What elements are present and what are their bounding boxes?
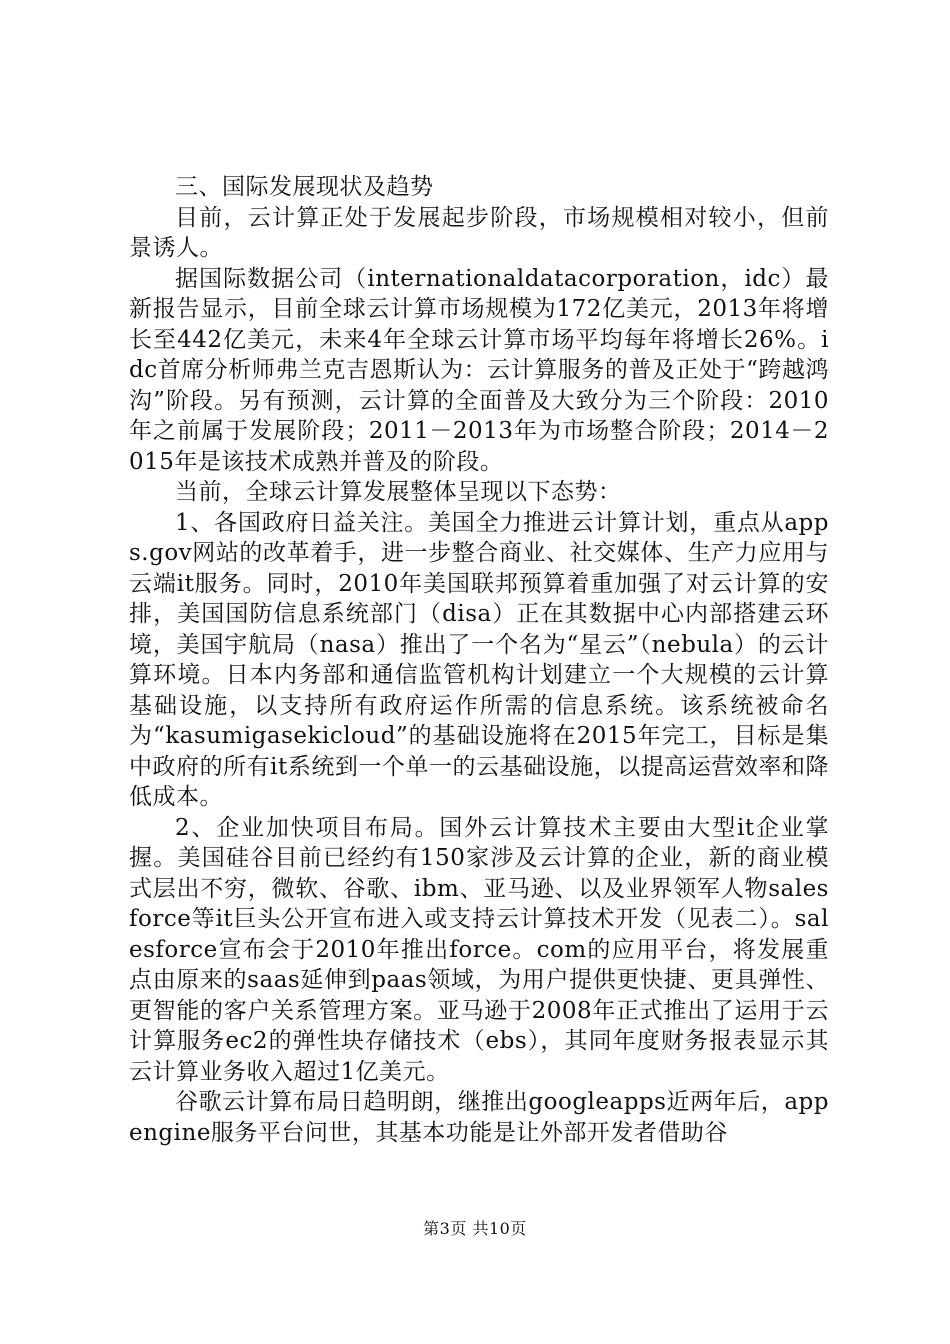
paragraph-google: 谷歌云计算布局日趋明朗，继推出googleapps近两年后，appengine服务平台问世，其基本功能是让外部开发者借助谷 bbox=[129, 1089, 829, 1146]
paragraph-government: 1、各国政府日益关注。美国全力推进云计算计划，重点从apps.gov网站的改革着手，进一步整合商业、社交媒体、生产力应用与云端it服务。同时，2010年美国联邦预算着重加强了对云计算的安排，美国国防信息系统部门（disa）正在其数据中心内部搭建云环境，美国宇航局（nasa）推出了一个名为“星云”（nebula）的云计算环境。日本内务部和通信监管机构计划建立一个大规模的云计算基础设施，以支持所有政府运作所需的信息系统。该系统被命名为“kasumigasekicloud”的基础设施将在2015年完工，目标是集中政府的所有it系统到一个单一的云基础设施，以提高运营效率和降低成本。 bbox=[129, 509, 829, 810]
section-heading: 三、国际发展现状及趋势 bbox=[175, 174, 434, 200]
page-number-footer: 第3页 共10页 bbox=[423, 1219, 527, 1238]
paragraph-enterprise: 2、企业加快项目布局。国外云计算技术主要由大型it企业掌握。美国硅谷目前已经约有150家涉及云计算的企业，新的商业模式层出不穷，微软、谷歌、ibm、亚马逊、以及业界领军人物salesforce等it巨头公开宣布进入或支持云计算技术开发（见表二）。salesforce宣布会于2010年推出force。com的应用平台，将发展重点由原来的saas延伸到paas领域，为用户提供更快捷、更具弹性、更智能的客户关系管理方案。亚马逊于2008年正式推出了运用于云计算服务ec2的弹性块存储技术（ebs），其同年度财务报表显示其云计算业务收入超过1亿美元。 bbox=[129, 814, 829, 1085]
paragraph-idc-report: 据国际数据公司（internationaldatacorporation，idc）最新报告显示，目前全球云计算市场规模为172亿美元，2013年将增长至442亿美元，未来4年全球云计算市场平均每年将增长26%。idc首席分析师弗兰克吉恩斯认为：云计算服务的普及正处于“跨越鸿沟”阶段。另有预测，云计算的全面普及大致分为三个阶段：2010年之前属于发展阶段；2011－2013年为市场整合阶段；2014－2015年是该技术成熟并普及的阶段。 bbox=[129, 265, 829, 475]
document-body bbox=[129, 172, 829, 1148]
paragraph-trends-intro: 当前，全球云计算发展整体呈现以下态势： bbox=[175, 479, 622, 505]
paragraph-market-stage: 目前，云计算正处于发展起步阶段，市场规模相对较小，但前景诱人。 bbox=[129, 204, 829, 261]
